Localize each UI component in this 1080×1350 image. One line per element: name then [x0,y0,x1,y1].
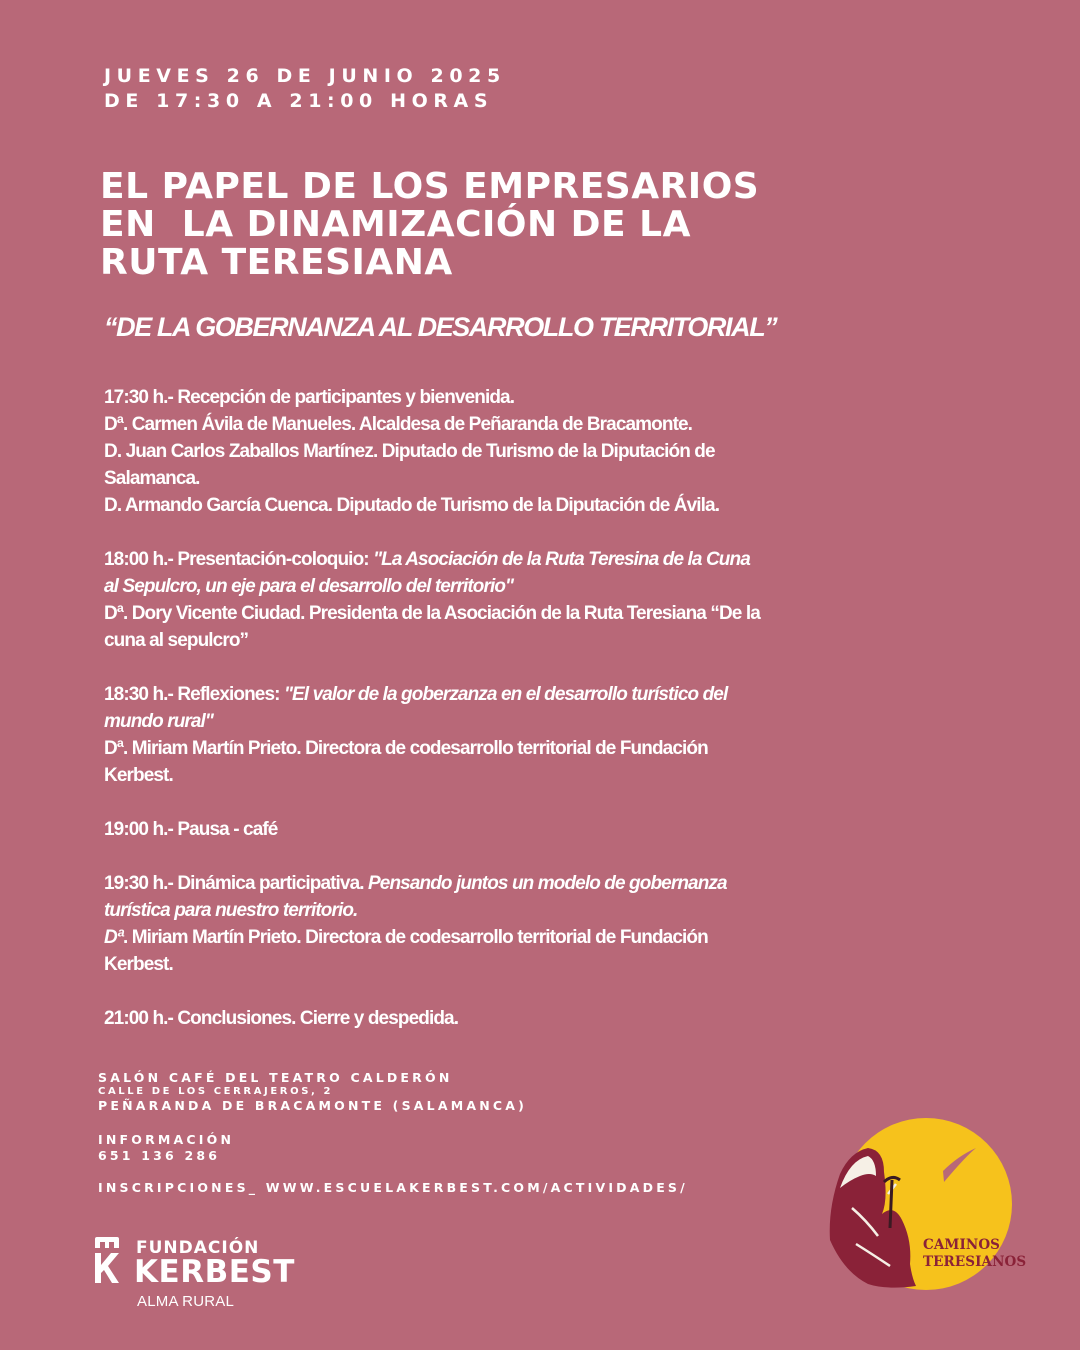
program-line: Salamanca. [104,468,200,489]
event-time: DE 17:30 A 21:00 HORAS [104,90,494,112]
program-line: D. Armando García Cuenca. Diputado de Turismo de la Diputación de Ávila. [104,495,720,516]
program-line: 21:00 h.- Conclusiones. Cierre y despedida. [104,1008,459,1029]
program-line [104,573,804,600]
talk-title: mundo rural" [104,711,214,732]
talk-title: al Sepulcro, un eje para el desarrollo del territorio" [104,576,514,597]
speaker-detail: . Miriam Martín Prieto. Directora de codesarrollo territorial de Fundación [122,927,708,948]
program-line: Dª. Miriam Martín Prieto. Directora de codesarrollo territorial de Fundación [104,738,708,759]
title-line-1: EL PAPEL DE LOS EMPRESARIOS [100,166,760,207]
program-line [104,546,804,573]
program-line: Kerbest. [104,954,173,975]
venue-street: CALLE DE LOS CERRAJEROS, 2 [98,1086,334,1097]
program-item-workshop [104,870,804,978]
venue-city: PEÑARANDA DE BRACAMONTE (SALAMANCA) [98,1098,528,1113]
venue-info [98,1070,527,1113]
event-date: JUEVES 26 DE JUNIO 2025 [104,65,506,87]
info-label: INFORMACIÓN [98,1132,235,1147]
talk-title: Pensando juntos un modelo de gobernanza [368,873,727,894]
program-line: cuna al sepulcro” [104,630,249,651]
event-subtitle: “DE LA GOBERNANZA AL DESARROLLO TERRITORIAL” [104,312,777,342]
program-line [104,870,804,897]
program-line: Dª. Dory Vicente Ciudad. Presidenta de la Asociación de la Ruta Teresiana “De la [104,603,760,624]
program-line: Kerbest. [104,765,173,786]
program-line [104,708,804,735]
kerbest-mark-icon [94,1236,120,1286]
speaker-honorific: Dª [104,927,123,948]
program-item-welcome [104,384,804,519]
program-line: 17:30 h.- Recepción de participantes y bienvenida. [104,387,515,408]
talk-title: turística para nuestro territorio. [104,900,358,921]
program-line [104,924,804,951]
talk-title: "La Asociación de la Ruta Teresina de la Cuna [373,549,750,570]
event-title [100,168,759,282]
title-line-3: RUTA TERESIANA [100,242,453,283]
program-item-presentation [104,546,804,654]
program-schedule [104,384,804,1059]
venue-name: SALÓN CAFÉ DEL TEATRO CALDERÓN [98,1070,453,1085]
program-line [104,897,804,924]
program-time-label: 18:30 h.- Reflexiones: [104,684,284,705]
caminos-teresianos-logo [826,1116,1026,1291]
program-item-closing [104,1005,804,1032]
program-line [104,681,804,708]
program-line: 19:00 h.- Pausa - café [104,819,278,840]
talk-title: "El valor de la goberzanza en el desarrollo turístico del [283,684,728,705]
program-item-break [104,816,804,843]
info-phone: 651 136 286 [98,1148,221,1163]
program-line: D. Juan Carlos Zaballos Martínez. Diputado de Turismo de la Diputación de [104,441,715,462]
program-item-reflections [104,681,804,789]
program-line: Dª. Carmen Ávila de Manueles. Alcaldesa de Peñaranda de Bracamonte. [104,414,693,435]
kerbest-foundation-label: FUNDACIÓN [136,1238,260,1258]
registration-link[interactable]: INSCRIPCIONES_ WWW.ESCUELAKERBEST.COM/ACTIVIDADES/ [98,1180,688,1195]
event-date-time [104,64,506,114]
program-time-label: 18:00 h.- Presentación-coloquio: [104,549,374,570]
title-line-2: EN LA DINAMIZACIÓN DE LA [100,204,691,245]
contact-info [98,1132,234,1164]
kerbest-tagline: ALMA RURAL [137,1293,235,1310]
caminos-line-1: CAMINOS [923,1237,1001,1253]
program-time-label: 19:30 h.- Dinámica participativa. [104,873,369,894]
caminos-label [923,1237,1026,1271]
kerbest-name: KERBEST [134,1254,295,1290]
caminos-line-2: TERESIANOS [923,1254,1027,1270]
